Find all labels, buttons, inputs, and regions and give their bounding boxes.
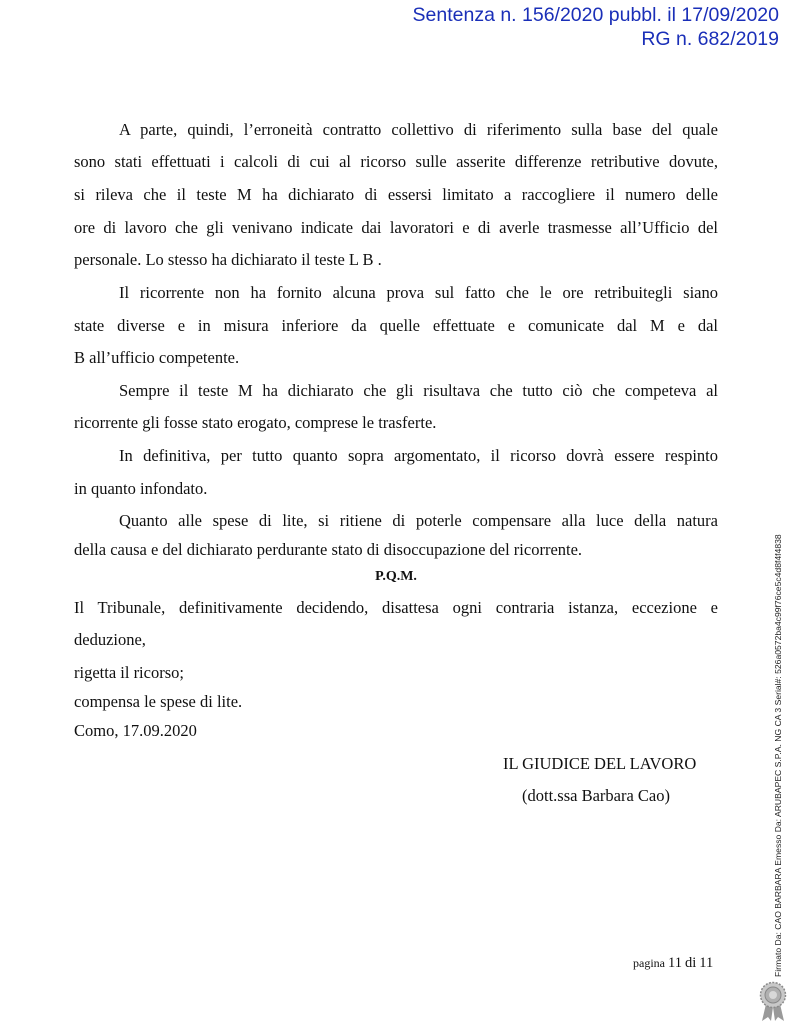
place-date: Como, 17.09.2020 bbox=[74, 721, 197, 740]
paragraph-2-line-1: Il ricorrente non ha fornito alcuna prova sul fatto che le ore retribuitegli siano bbox=[119, 283, 718, 302]
sentence-number: Sentenza n. 156/2020 pubbl. il 17/09/2020 bbox=[412, 4, 779, 26]
certification-seal-icon bbox=[757, 980, 789, 1022]
paragraph-1-line-5: personale. Lo stesso ha dichiarato il teste L B . bbox=[74, 250, 382, 269]
paragraph-3-line-2: ricorrente gli fosse stato erogato, comprese le trasferte. bbox=[74, 413, 437, 432]
page-word: pagina bbox=[633, 956, 665, 970]
page-of: di bbox=[684, 955, 697, 971]
paragraph-1-line-2: sono stati effettuati i calcoli di cui al ricorso sulle asserite differenze retributive dovute, bbox=[74, 152, 718, 171]
decision-line-3: rigetta il ricorso; bbox=[74, 663, 184, 682]
paragraph-2-line-2: state diverse e in misura inferiore da quelle effettuate e comunicate dal M e dal bbox=[74, 316, 718, 335]
judge-title: IL GIUDICE DEL LAVORO bbox=[503, 754, 697, 773]
paragraph-4-line-2: in quanto infondato. bbox=[74, 479, 208, 498]
paragraph-1-line-1: A parte, quindi, l’erroneità contratto collettivo di riferimento sulla base del quale bbox=[119, 120, 718, 139]
decision-line-1: Il Tribunale, definitivamente decidendo, disattesa ogni contraria istanza, eccezione e bbox=[74, 598, 718, 617]
page-number bbox=[633, 955, 713, 971]
decision-line-2: deduzione, bbox=[74, 630, 146, 649]
document-header bbox=[413, 3, 779, 51]
paragraph-4-line-1: In definitiva, per tutto quanto sopra argomentato, il ricorso dovrà essere respinto bbox=[119, 446, 718, 465]
decision-line-4: compensa le spese di lite. bbox=[74, 692, 243, 711]
paragraph-1-line-4: ore di lavoro che gli venivano indicate dai lavoratori e di averle trasmesse all’Ufficio del bbox=[74, 218, 718, 237]
digital-signature-stamp: Firmato Da: CAO BARBARA Emesso Da: ARUBAPEC S.P.A. NG CA 3 Serial#: 526a0572ba4c99f76ce5c4d8f4f4838 bbox=[773, 534, 783, 977]
page-total: 11 bbox=[699, 955, 714, 971]
judge-name: (dott.ssa Barbara Cao) bbox=[522, 786, 670, 805]
paragraph-1-line-3: si rileva che il teste M ha dichiarato di essersi limitato a raccogliere il numero delle bbox=[74, 185, 718, 204]
paragraph-3-line-1: Sempre il teste M ha dichiarato che gli risultava che tutto ciò che competeva al bbox=[119, 381, 718, 400]
case-number: RG n. 682/2019 bbox=[641, 28, 779, 50]
page-current: 11 bbox=[668, 955, 682, 971]
paragraph-5-line-2: della causa e del dichiarato perdurante stato di disoccupazione del ricorrente. bbox=[74, 540, 583, 559]
paragraph-2-line-3: B all’ufficio competente. bbox=[74, 348, 240, 367]
pqm-heading: P.Q.M. bbox=[375, 569, 417, 584]
paragraph-5-line-1: Quanto alle spese di lite, si ritiene di poterle compensare alla luce della natura bbox=[119, 511, 718, 530]
